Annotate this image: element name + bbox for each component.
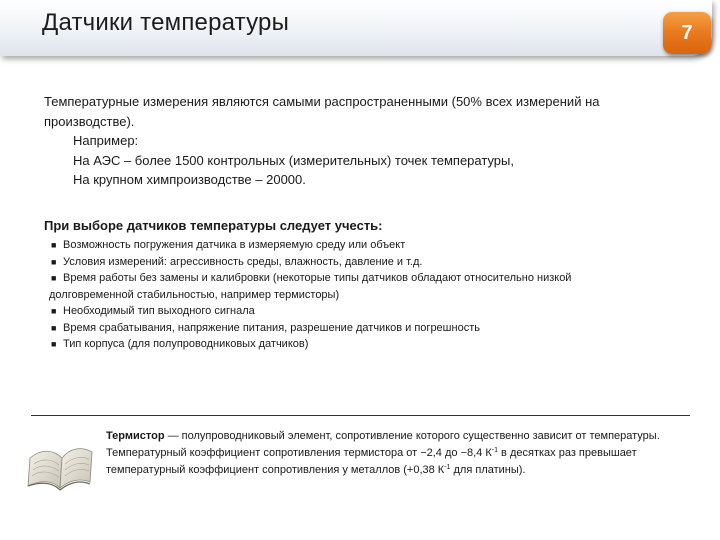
page-number-badge: 7 <box>663 12 711 54</box>
intro-line: Температурные измерения являются самыми распространенными (50% всех измерений на производстве). <box>44 94 600 129</box>
bullet-icon: ■ <box>51 322 57 333</box>
list-item: ■ Необходимый тип выходного сигнала <box>49 303 689 320</box>
open-book-icon <box>24 436 96 496</box>
example-chem: На крупном химпроизводстве – 20000. <box>73 172 306 187</box>
list-item-continuation: долговременной стабильностью, например термисторы) <box>49 288 340 301</box>
bullet-icon: ■ <box>51 256 57 267</box>
list-item: ■ Время работы без замены и калибровки (некоторые типы датчиков обладают относительно низкой долговременной стабильностью, например термисторы) <box>49 270 689 303</box>
bullet-icon: ■ <box>51 240 57 250</box>
thermistor-definition: Термистор — полупроводниковый элемент, сопротивление которого существенно зависит от температуры. Температурный коэффициент сопротивления термистора от −2,4 до −8,4 $К^{-1}$ в десятках раз превышает температурный коэффициент сопротивления у металлов (+0,38 $К^{-1}$ для платины). <box>106 430 660 476</box>
bullet-icon: ■ <box>51 273 57 283</box>
list-item: ■ Условия измерений: агрессивность среды, влажность, давление и т.д. <box>49 254 689 271</box>
considerations-heading: При выборе датчиков температуры следует учесть: <box>44 218 383 233</box>
bullet-icon: ■ <box>51 339 57 349</box>
example-label: Например: <box>73 133 139 148</box>
list-item: ■ Возможность погружения датчика в измеряемую среду или объект <box>49 237 689 254</box>
slide-title: Датчики температуры <box>42 9 290 36</box>
definition-term: Термистор <box>106 430 165 442</box>
bullet-icon: ■ <box>51 306 57 316</box>
intro-text <box>44 92 684 190</box>
list-item: ■ Тип корпуса (для полупроводниковых датчиков) <box>49 336 689 353</box>
considerations-list <box>49 237 689 353</box>
divider <box>31 415 690 416</box>
list-item: ■ Время срабатывания, напряжение питания, разрешение датчиков и погрешность <box>49 320 689 337</box>
title-bar <box>0 0 712 56</box>
example-npp: На АЭС – более 1500 контрольных (измерительных) точек температуры, <box>73 152 514 168</box>
